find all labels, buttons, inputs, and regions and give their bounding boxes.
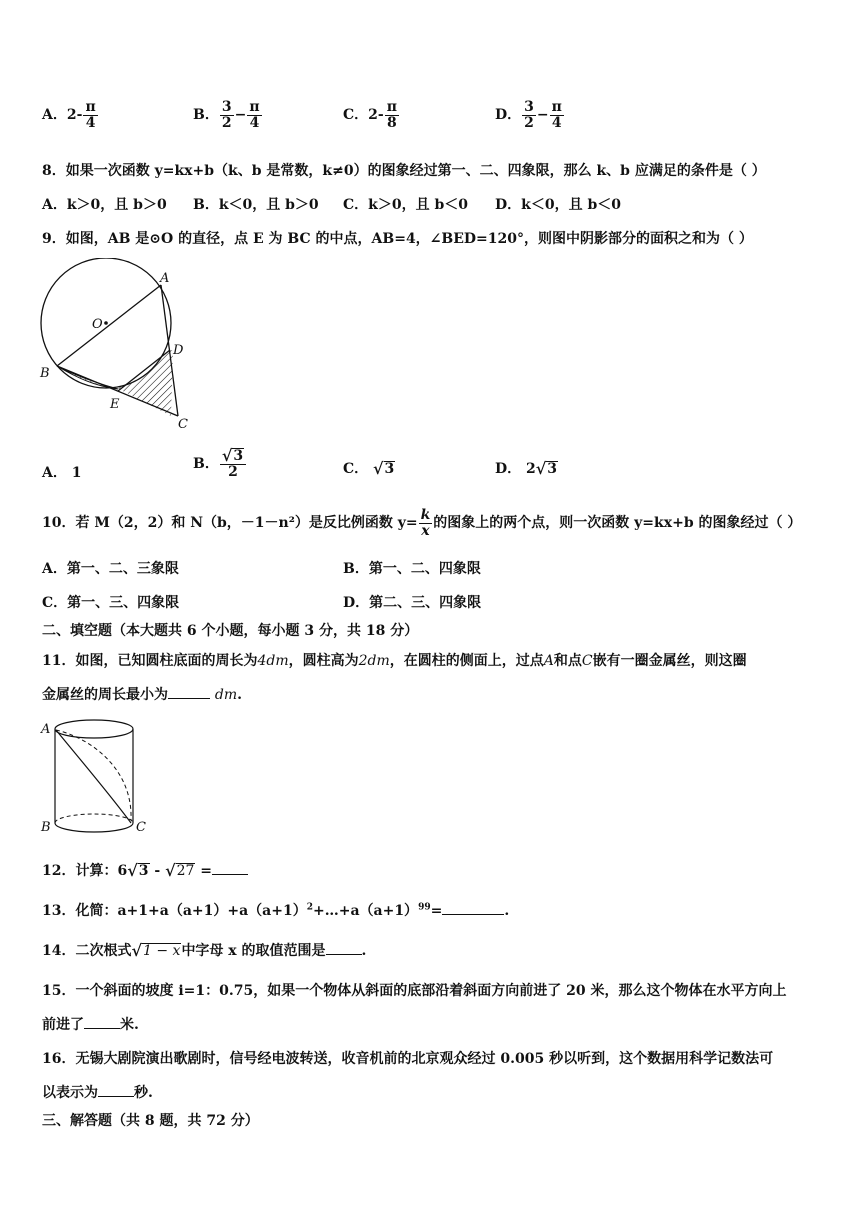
q10-stem: 10．若 M（2，2）和 N（b，－1－n²）是反比例函数 y= $\frac{k}{x}$ 的图象上的两个点，则一次函数 y=kx+b 的图象经过（ ）	[42, 507, 802, 539]
label-c: C	[136, 820, 146, 835]
q9-circle-figure	[30, 258, 200, 438]
bottom-back-arc	[55, 814, 133, 823]
q9-option-c: C． √ 3	[343, 458, 395, 478]
q13-answer-blank	[442, 900, 504, 915]
label-b: B	[40, 366, 50, 381]
q11-line2: 金属丝的周长最小为 dm.	[42, 684, 242, 704]
q14: 14．二次根式 √ 1 − x 中字母 x 的取值范围是 .	[42, 940, 367, 960]
q10-option-d: D．第二、三、四象限	[343, 595, 482, 611]
q10-option-c: C．第一、三、四象限	[42, 595, 180, 611]
q8-option-d: D．k＜0，且 b＜0	[495, 197, 621, 213]
q9-stem: 9．如图，AB 是⊙O 的直径，点 E 为 BC 的中点，AB=4，∠BED=120°，则图中阴影部分的面积之和为（ ）	[42, 231, 753, 247]
label-b: B	[41, 820, 51, 835]
label-d: D	[173, 343, 184, 358]
q8-option-a: A．k＞0，且 b＞0	[42, 197, 167, 213]
wire-front	[56, 730, 131, 823]
q16-answer-blank	[98, 1082, 134, 1097]
q10-option-b: B．第一、二、四象限	[343, 561, 481, 577]
q9-option-d: D． 2 √ 3	[495, 458, 558, 478]
q11-line1: 11．如图，已知圆柱底面的周长为4dm，圆柱高为2dm，在圆柱的侧面上，过点A和点C嵌有一圈金属丝，则这圈	[42, 653, 747, 669]
q7-option-a: A．2- $\frac{\pi}{4}$	[42, 99, 96, 131]
label-o: O	[92, 317, 103, 332]
bottom-front-arc	[55, 823, 133, 832]
q12-answer-blank	[212, 860, 248, 875]
q7-option-d: D． $\frac{3}{2}$ − $\frac{\pi}{4}$	[495, 99, 562, 131]
q14-answer-blank	[326, 940, 362, 955]
q11-cylinder-figure	[38, 712, 158, 842]
q11-answer-blank	[168, 684, 210, 699]
q16-line1: 16．无锡大剧院演出歌剧时，信号经电波转送，收音机前的北京观众经过 0.005 秒以听到，这个数据用科学记数法可	[42, 1051, 774, 1067]
q9-option-a: A． 1	[42, 465, 82, 481]
label-e: E	[110, 397, 120, 412]
q15-line1: 15．一个斜面的坡度 i=1：0.75，如果一个物体从斜面的底部沿着斜面方向前进了 20 米，那么这个物体在水平方向上	[42, 983, 787, 999]
q15-line2: 前进了 米.	[42, 1014, 139, 1034]
q12: 12．计算：6 √ 3 - √ 27 =	[42, 860, 248, 880]
section-2-heading: 二、填空题（本大题共 6 个小题，每小题 3 分，共 18 分）	[42, 623, 419, 639]
q8-stem: 8．如果一次函数 y=kx+b（k、b 是常数，k≠0）的图象经过第一、二、四象限，那么 k、b 应满足的条件是（ ）	[42, 163, 766, 179]
top-ellipse	[55, 720, 133, 738]
q16-line2: 以表示为 秒.	[42, 1082, 153, 1102]
q10-option-a: A．第一、二、三象限	[42, 561, 179, 577]
label-a: A	[41, 722, 51, 737]
label-a: A	[160, 271, 170, 286]
center-dot	[104, 321, 108, 325]
label-c: C	[178, 417, 188, 432]
q7-option-b: B． $\frac{3}{2}$ − $\frac{\pi}{4}$	[193, 99, 260, 131]
q13: 13．化简：$a+1+a(a+1)+a(a+1)^2+\dots+a(a+1)^{99}=$ .	[42, 900, 509, 920]
q7-option-c: C．2- $\frac{\pi}{8}$	[343, 99, 397, 131]
q15-answer-blank	[84, 1014, 120, 1029]
diameter-ab	[57, 285, 161, 366]
q8-option-b: B．k＜0，且 b＞0	[193, 197, 319, 213]
q8-option-c: C．k＞0，且 b＜0	[343, 197, 468, 213]
q9-option-b: B． √ 3 2	[193, 448, 247, 480]
section-3-heading: 三、解答题（共 8 题，共 72 分）	[42, 1113, 259, 1129]
